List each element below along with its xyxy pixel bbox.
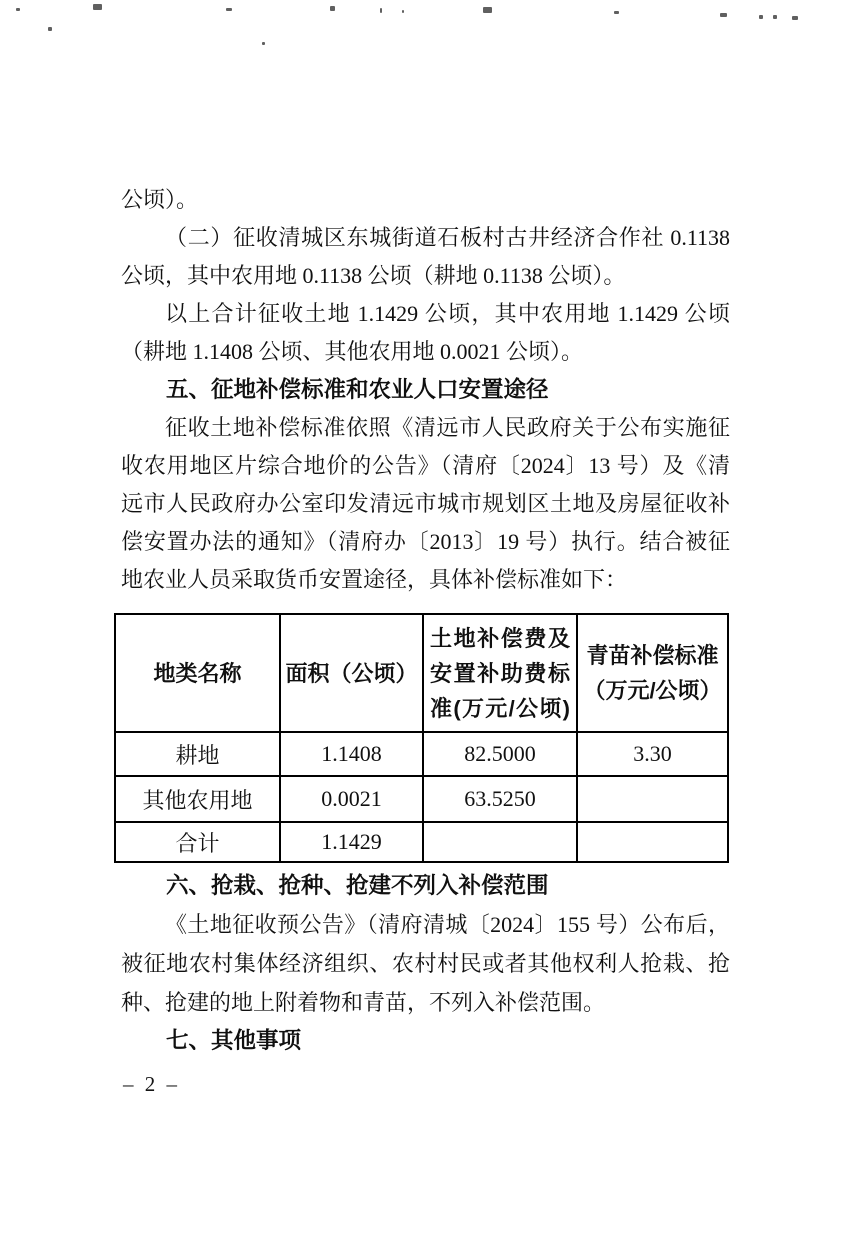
col-header-compensation-fee — [423, 614, 577, 732]
header-line: 青苗补偿标准 — [586, 643, 719, 668]
header-line: 地类名称 — [153, 660, 242, 686]
cell-seedling: 3.30 — [577, 732, 728, 776]
header-line: （万元/公顷） — [583, 678, 722, 703]
scan-speck — [402, 10, 404, 13]
cell-fee: 63.5250 — [423, 776, 577, 822]
table-row-total — [115, 822, 728, 862]
scan-speck — [483, 7, 492, 13]
scan-speck — [773, 15, 777, 19]
scan-speck — [380, 8, 382, 13]
col-header-seedling-standard — [577, 614, 728, 732]
paragraph-continuation: 公顷）。 — [121, 187, 199, 212]
paragraph-total-land: 以上合计征收土地 1.1429 公顷，其中农用地 1.1429 公顷（耕地 1.1408 公顷、其他农用地 0.0021 公顷）。 — [121, 301, 730, 364]
col-header-area — [280, 614, 423, 732]
cell-seedling — [577, 822, 728, 862]
cell-fee: 82.5000 — [423, 732, 577, 776]
table-row-other-farmland — [115, 776, 728, 822]
cell-land-type: 耕地 — [115, 732, 280, 776]
cell-seedling — [577, 776, 728, 822]
paragraph-compensation-basis: 征收土地补偿标准依照《清远市人民政府关于公布实施征收农用地区片综合地价的公告》（清府〔2024〕13 号）及《清远市人民政府办公室印发清远市城市规划区土地及房屋征收补偿安置办法的通知》（清府办〔2013〕19 号）执行。结合被征地农业人员采取货币安置途径，具体补偿标准如下： — [121, 415, 730, 592]
header-line: 土地补偿费及 — [430, 625, 570, 651]
table-row-cultivated-land — [115, 732, 728, 776]
cell-area: 1.1429 — [280, 822, 423, 862]
scan-speck — [759, 15, 763, 19]
cell-land-type: 其他农用地 — [115, 776, 280, 822]
scan-speck — [48, 27, 52, 31]
scan-speck — [226, 8, 232, 11]
section-heading-7: 七、其他事项 — [166, 1028, 302, 1053]
cell-area: 1.1408 — [280, 732, 423, 776]
table-header-row — [115, 614, 728, 732]
cell-area: 0.0021 — [280, 776, 423, 822]
scan-speck — [93, 4, 102, 10]
cell-land-type: 合计 — [115, 822, 280, 862]
paragraph-parcel-2: （二）征收清城区东城街道石板村古井经济合作社 0.1138 公顷，其中农用地 0.1138 公顷（耕地 0.1138 公顷）。 — [121, 225, 730, 288]
compensation-table — [114, 613, 729, 863]
scan-speck — [330, 6, 335, 11]
scan-speck — [792, 16, 798, 20]
scan-speck — [262, 42, 265, 45]
scan-speck — [614, 11, 619, 14]
section-heading-5: 五、征地补偿标准和农业人口安置途径 — [166, 377, 549, 402]
scan-speck — [16, 8, 20, 11]
header-line: 准(万元/公顷) — [430, 695, 570, 721]
col-header-land-type — [115, 614, 280, 732]
scan-speck — [720, 13, 727, 17]
header-line: 面积（公顷） — [285, 660, 418, 686]
header-line: 安置补助费标 — [430, 660, 570, 686]
cell-fee — [423, 822, 577, 862]
paragraph-pre-announcement: 《土地征收预公告》（清府清城〔2024〕155 号）公布后，被征地农村集体经济组织、农村村民或者其他权利人抢栽、抢种、抢建的地上附着物和青苗，不列入补偿范围。 — [121, 912, 730, 1015]
page-number: – 2 – — [123, 1072, 180, 1096]
document-content — [121, 181, 730, 1060]
section-heading-6: 六、抢栽、抢种、抢建不列入补偿范围 — [166, 873, 549, 898]
